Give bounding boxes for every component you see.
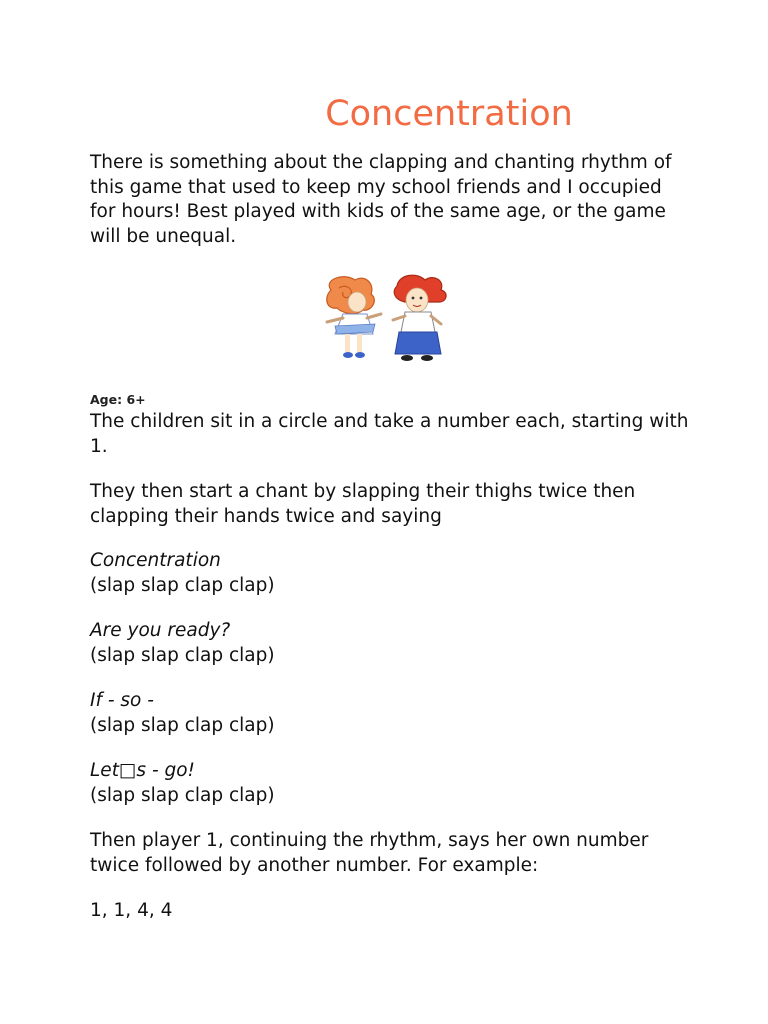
chant-action: (slap slap clap clap) [90,574,275,596]
chant-action: (slap slap clap clap) [90,714,275,736]
chant-line: Concentration [90,550,221,571]
page-title: Concentration [325,94,573,134]
example-sequence: 1, 1, 4, 4 [90,900,173,921]
chant-verse [90,689,275,738]
intro-paragraph: There is something about the clapping and chanting rhythm of this game that used to keep my school friends and I occupied for hours! Best played with kids of the same age, or the game will be unequal. [90,152,672,247]
two-children-clapping-icon [313,270,455,366]
chant-verse [90,619,275,668]
age-label: Age: 6+ [90,392,146,407]
left-child-figure [327,277,381,358]
paragraph-chant-intro: They then start a chant by slapping their thighs twice then clapping their hands twice and saying [90,481,636,527]
illustration-svg [313,270,455,366]
chant-action: (slap slap clap clap) [90,644,275,666]
chant-verse [90,759,275,808]
chant-line: Are you ready? [90,620,231,641]
right-child-figure [393,275,446,361]
chant-line: If - so - [90,690,154,711]
paragraph-setup: The children sit in a circle and take a number each, starting with 1. [90,411,689,457]
chant-action: (slap slap clap clap) [90,784,275,806]
chant-verse [90,549,275,598]
chant-line: Let□s - go! [90,760,195,781]
paragraph-after-chant: Then player 1, continuing the rhythm, says her own number twice followed by another number. For example: [90,830,649,876]
